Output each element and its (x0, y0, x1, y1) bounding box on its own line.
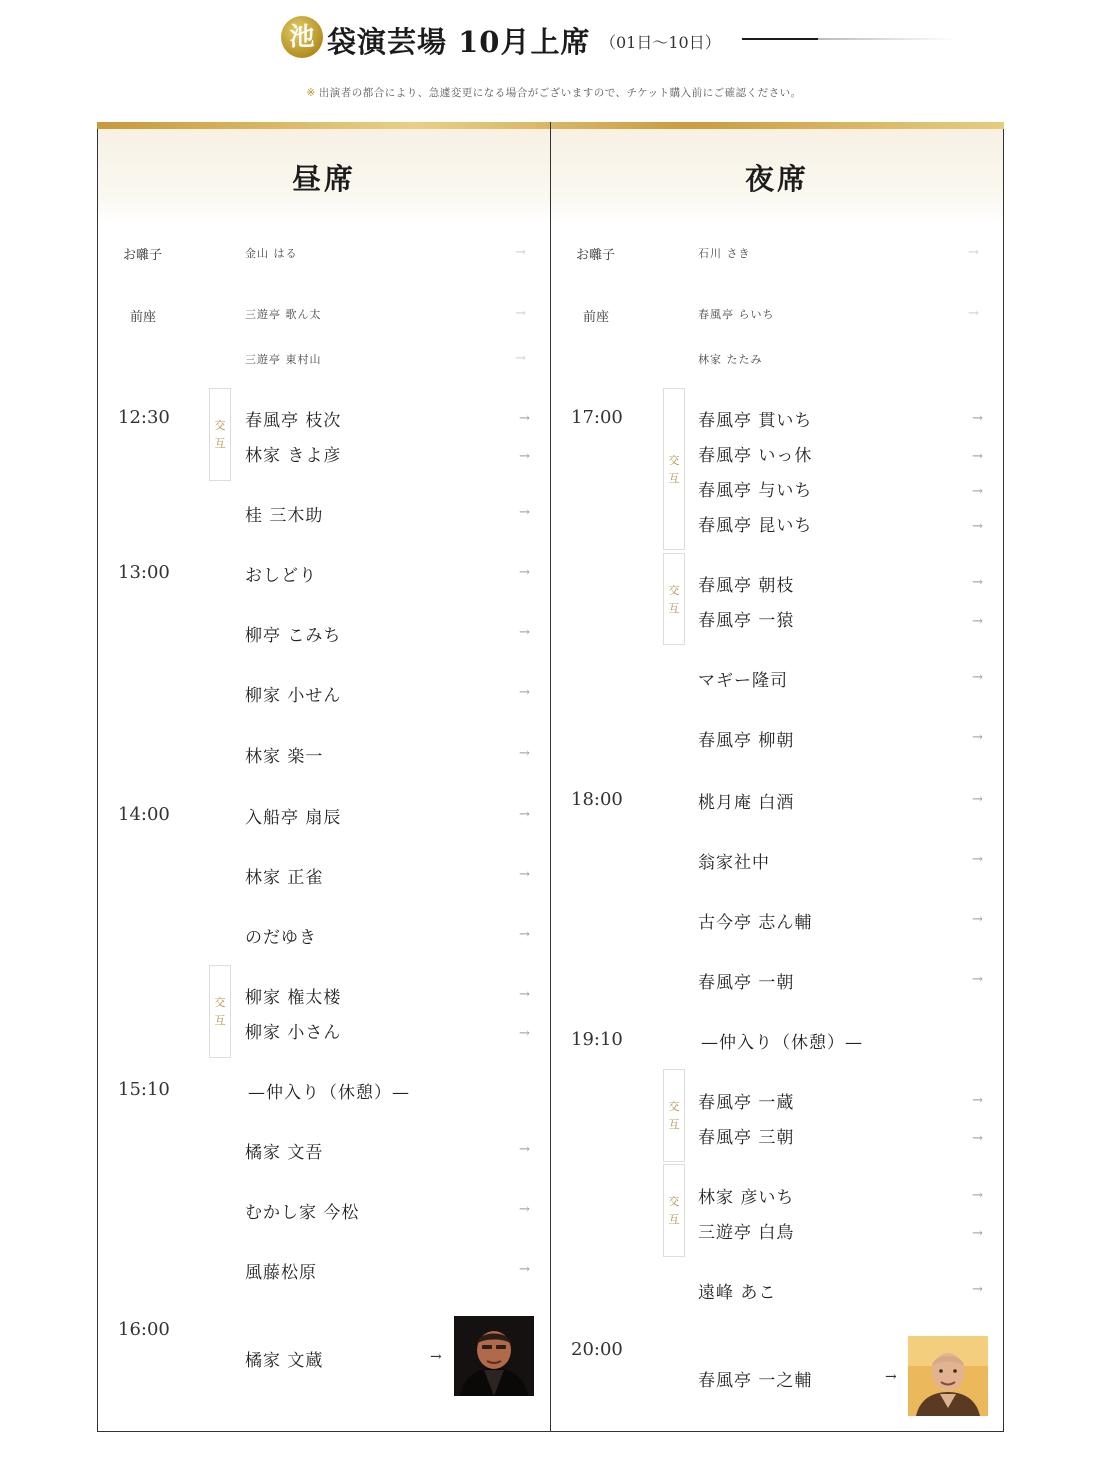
performer-link[interactable]: おしどり (245, 566, 317, 586)
arrow-icon[interactable]: → (885, 1369, 897, 1385)
time-slot: 16:00 (118, 1319, 170, 1340)
alternating-badge: 交 互 (663, 1069, 685, 1162)
arrow-icon[interactable]: → (519, 685, 530, 700)
arrow-icon[interactable]: → (519, 927, 530, 942)
arrow-icon[interactable]: → (430, 1349, 442, 1365)
performer-link[interactable]: のだゆき (245, 928, 317, 948)
arrow-icon[interactable]: → (519, 449, 530, 464)
arrow-icon[interactable]: → (972, 1131, 983, 1146)
performer-link[interactable]: 春風亭 一蔵 (698, 1093, 795, 1113)
time-slot: 15:10 (118, 1079, 170, 1100)
performer-link[interactable]: 柳家 小せん (245, 686, 342, 706)
arrow-icon[interactable]: → (519, 565, 530, 580)
day-maeza-name[interactable]: 三遊亭 歌ん太 (245, 308, 322, 321)
arrow-icon[interactable]: → (519, 987, 530, 1002)
notice-text: 出演者の都合により、急遽変更になる場合がございますので、チケット購入前にご確認ください。 (318, 87, 802, 99)
arrow-icon[interactable]: → (515, 245, 526, 260)
arrow-icon[interactable]: → (972, 852, 983, 867)
arrow-icon[interactable]: → (972, 912, 983, 927)
arrow-icon[interactable]: → (972, 1226, 983, 1241)
headliner-photo[interactable] (454, 1316, 534, 1396)
night-ohayashi-label: お囃子 (576, 248, 616, 263)
night-maeza-label: 前座 (583, 310, 610, 325)
performer-link[interactable]: 橘家 文吾 (245, 1143, 324, 1163)
night-ohayashi-name[interactable]: 石川 さき (698, 247, 751, 260)
performer-link[interactable]: 林家 正雀 (245, 868, 324, 888)
headliner-photo[interactable] (908, 1336, 988, 1416)
portrait-icon (908, 1336, 988, 1416)
performer-link[interactable]: 春風亭 枝次 (245, 411, 342, 431)
performer-link[interactable]: マギー隆司 (698, 671, 788, 691)
day-maeza-label: 前座 (130, 310, 157, 325)
arrow-icon[interactable]: → (519, 1262, 530, 1277)
performer-link[interactable]: 風藤松原 (245, 1263, 317, 1283)
title-rule-fade (818, 38, 958, 40)
performer-link[interactable]: 翁家社中 (698, 853, 770, 873)
night-heading: 夜席 (744, 162, 809, 196)
arrow-icon[interactable]: → (972, 670, 983, 685)
performer-link[interactable]: 柳家 小さん (245, 1023, 342, 1043)
arrow-icon[interactable]: → (972, 730, 983, 745)
performer-link[interactable]: 春風亭 一朝 (698, 973, 795, 993)
arrow-icon[interactable]: → (519, 505, 530, 520)
performer-link[interactable]: 春風亭 一猿 (698, 611, 795, 631)
day-heading-band (98, 129, 550, 224)
performer-link[interactable]: 柳家 権太楼 (245, 988, 342, 1008)
arrow-icon[interactable]: → (968, 245, 979, 260)
performer-link[interactable]: 春風亭 柳朝 (698, 731, 795, 751)
title-rule (742, 38, 818, 40)
performer-link[interactable]: 桃月庵 白酒 (698, 793, 795, 813)
performer-link[interactable]: 林家 きよ彦 (245, 446, 342, 466)
night-maeza-name[interactable]: 林家 たたみ (698, 353, 763, 366)
performer-link[interactable]: 入船亭 扇辰 (245, 808, 342, 828)
performer-link[interactable]: 林家 彦いち (698, 1188, 795, 1208)
ikebukuro-badge: 池 (281, 16, 323, 58)
notice (0, 85, 1108, 100)
alternating-badge: 交 互 (209, 388, 231, 481)
performer-link[interactable]: 桂 三木助 (245, 506, 324, 526)
arrow-icon[interactable]: → (519, 807, 530, 822)
column-divider (550, 122, 551, 1432)
time-slot: 18:00 (571, 789, 623, 810)
night-maeza-name[interactable]: 春風亭 らいち (698, 308, 775, 321)
performer-link[interactable]: 春風亭 昆いち (698, 516, 813, 536)
day-ohayashi-label: お囃子 (123, 248, 163, 263)
arrow-icon[interactable]: → (972, 614, 983, 629)
arrow-icon[interactable]: → (972, 449, 983, 464)
day-maeza-name[interactable]: 三遊亭 東村山 (245, 353, 322, 366)
day-ohayashi-name[interactable]: 金山 はる (245, 247, 298, 260)
title-dates: （01日〜10日） (600, 33, 721, 52)
arrow-icon[interactable]: → (519, 1026, 530, 1041)
performer-link[interactable]: 柳亭 こみち (245, 626, 342, 646)
arrow-icon[interactable]: → (972, 1188, 983, 1203)
performer-link[interactable]: 春風亭 朝枝 (698, 576, 795, 596)
arrow-icon[interactable]: → (972, 519, 983, 534)
arrow-icon[interactable]: → (519, 1142, 530, 1157)
arrow-icon[interactable]: → (972, 411, 983, 426)
arrow-icon[interactable]: → (519, 867, 530, 882)
arrow-icon[interactable]: → (972, 484, 983, 499)
performer-link[interactable]: 春風亭 三朝 (698, 1128, 795, 1148)
arrow-icon[interactable]: → (972, 972, 983, 987)
performer-link[interactable]: 春風亭 いっ休 (698, 446, 813, 466)
time-slot: 14:00 (118, 804, 170, 825)
performer-link[interactable]: 林家 楽一 (245, 747, 324, 767)
page-title: 袋演芸場 10月上席 (327, 25, 591, 59)
performer-link[interactable]: 古今亭 志ん輔 (698, 913, 813, 933)
alternating-badge: 交 互 (663, 553, 685, 645)
arrow-icon[interactable]: → (515, 351, 526, 366)
time-slot: 19:10 (571, 1029, 623, 1050)
portrait-icon (454, 1316, 534, 1396)
performer-link[interactable]: 春風亭 与いち (698, 481, 813, 501)
headliner-link[interactable]: 春風亭 一之輔 (698, 1371, 813, 1391)
headliner-link[interactable]: 橘家 文蔵 (245, 1351, 324, 1371)
arrow-icon[interactable]: → (519, 746, 530, 761)
night-heading-band (551, 129, 1003, 224)
alternating-badge: 交 互 (663, 388, 685, 550)
alternating-badge: 交 互 (663, 1164, 685, 1257)
arrow-icon[interactable]: → (968, 306, 979, 321)
performer-link[interactable]: 遠峰 あこ (698, 1283, 777, 1303)
arrow-icon[interactable]: → (519, 625, 530, 640)
alternating-badge: 交 互 (209, 965, 231, 1058)
performer-link[interactable]: 三遊亭 白鳥 (698, 1223, 795, 1243)
day-heading: 昼席 (291, 162, 356, 196)
intermission-label: —仲入り（休憩）— (248, 1083, 410, 1103)
notice-mark: ※ (306, 87, 316, 99)
arrow-icon[interactable]: → (519, 411, 530, 426)
time-slot: 20:00 (571, 1339, 623, 1360)
intermission-label: —仲入り（休憩）— (701, 1033, 863, 1053)
performer-link[interactable]: むかし家 今松 (245, 1203, 360, 1223)
arrow-icon[interactable]: → (972, 1282, 983, 1297)
time-slot: 17:00 (571, 407, 623, 428)
performer-link[interactable]: 春風亭 貫いち (698, 411, 813, 431)
arrow-icon[interactable]: → (515, 306, 526, 321)
arrow-icon[interactable]: → (519, 1202, 530, 1217)
arrow-icon[interactable]: → (972, 575, 983, 590)
time-slot: 13:00 (118, 562, 170, 583)
time-slot: 12:30 (118, 407, 170, 428)
arrow-icon[interactable]: → (972, 792, 983, 807)
arrow-icon[interactable]: → (972, 1093, 983, 1108)
